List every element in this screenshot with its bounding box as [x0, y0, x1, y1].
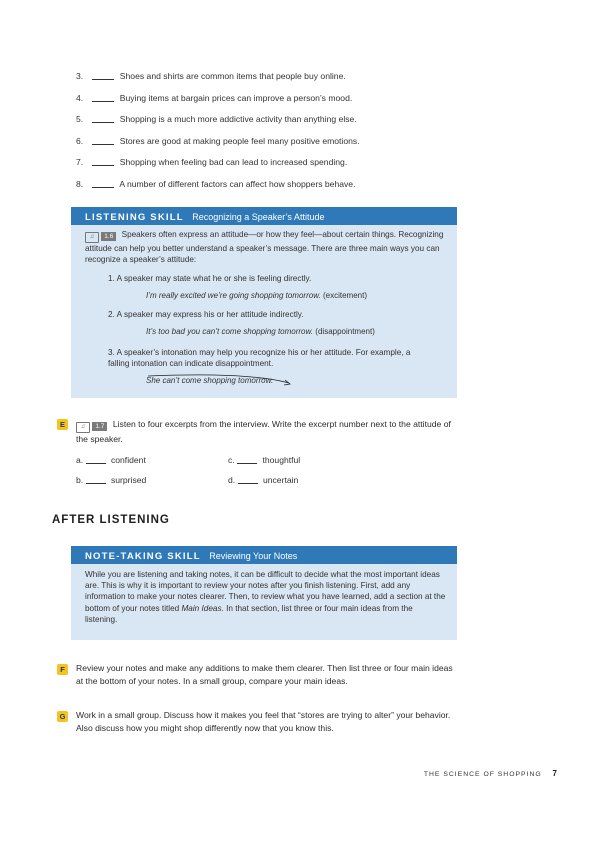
item-text: A speaker may state what he or she is feeling directly.: [116, 274, 312, 283]
choice-letter: c.: [228, 455, 235, 465]
answer-blank[interactable]: [92, 79, 114, 80]
listening-skill-intro: [71, 225, 457, 265]
item-text: A speaker may express his or her attitude indirectly.: [116, 310, 304, 319]
choice-text: surprised: [110, 475, 147, 485]
skill-subtitle: Recognizing a Speaker’s Attitude: [192, 212, 325, 222]
answer-blank[interactable]: [92, 165, 114, 166]
note-taking-skill-header: [71, 546, 457, 564]
statement-number: 6.: [76, 136, 84, 146]
falling-intonation-arrow: [146, 372, 296, 388]
example-sentence: It’s too bad you can’t come shopping tomorrow.: [146, 327, 314, 336]
running-title: THE SCIENCE OF SHOPPING: [423, 771, 542, 778]
track-number: 1.7: [92, 422, 107, 431]
track-number: 1.6: [101, 232, 116, 241]
item-number: 2.: [108, 310, 115, 319]
note-body-before: While you are listening and taking notes, it can be difficult to decide what the most important ideas are. This is why it is important to review your notes after you finish listening. First, add any information to make your notes clearer. Then, to review what you have learned, add a section at the bottom of your notes titled: [85, 570, 446, 613]
statement-text: A number of different factors can affect how shoppers behave.: [119, 179, 356, 189]
choice-text: confident: [110, 455, 146, 465]
example-note: (disappointment): [315, 327, 375, 336]
intro-first-line: Speakers often express an attitude—or how they feel—about certain: [121, 230, 370, 239]
attitude-choice: [228, 475, 298, 485]
task-f-badge: F: [57, 664, 68, 675]
statement-text: Shoes and shirts are common items that people buy online.: [119, 71, 346, 81]
answer-blank[interactable]: [92, 122, 114, 123]
answer-blank[interactable]: [238, 483, 258, 484]
choice-letter: d.: [228, 475, 236, 485]
statement-row: [76, 71, 346, 81]
attitude-example: [146, 327, 375, 336]
task-e-instructions: [76, 418, 456, 446]
item-text: A speaker’s intonation may help you recognize his or her attitude. For example, a falling intonation can indicate disappointment.: [108, 348, 411, 368]
item-number: 3.: [108, 348, 115, 357]
task-e-badge: E: [57, 419, 68, 430]
choice-text: thoughtful: [262, 455, 301, 465]
task-g-instructions: Work in a small group. Discuss how it makes you feel that “stores are trying to alter” your behavior. Also discuss how you might shop differently now that you know this.: [76, 710, 451, 733]
example-sentence: I’m really excited we’re going shopping tomorrow.: [146, 291, 321, 300]
task-f-instructions: Review your notes and make any additions to make them clearer. Then list three or four main ideas at the bottom of your notes. In a small group, compare your main ideas.: [76, 663, 453, 686]
attitude-choice: [228, 455, 300, 465]
statement-text: Shopping is a much more addictive activity than anything else.: [119, 114, 357, 124]
attitude-item: [108, 347, 424, 369]
page-number: 7: [552, 769, 558, 778]
statement-number: 7.: [76, 157, 84, 167]
answer-blank[interactable]: [92, 101, 114, 102]
page-footer: [424, 769, 558, 778]
audio-icon[interactable]: ♫: [76, 422, 90, 433]
statement-text: Stores are good at making people feel many positive emotions.: [119, 136, 360, 146]
statement-row: [76, 93, 352, 103]
attitude-item: [108, 273, 438, 284]
statement-row: [76, 114, 357, 124]
statement-number: 4.: [76, 93, 84, 103]
skill-title: NOTE-TAKING SKILL: [85, 551, 201, 562]
answer-blank[interactable]: [92, 187, 114, 188]
example-sentence: She can’t come shopping tomorrow.: [146, 376, 274, 385]
audio-icon[interactable]: ♫: [85, 232, 99, 243]
choice-text: uncertain: [262, 475, 299, 485]
task-g-badge: G: [57, 711, 68, 722]
answer-blank[interactable]: [237, 463, 257, 464]
listening-skill-header: [71, 207, 457, 225]
statement-row: [76, 136, 360, 146]
task-e-text-first: Listen to four excerpts from the interview. Write the excerpt number next to: [112, 419, 397, 429]
answer-blank[interactable]: [86, 483, 106, 484]
answer-blank[interactable]: [92, 144, 114, 145]
statement-text: Buying items at bargain prices can improve a person’s mood.: [119, 93, 353, 103]
skill-title: LISTENING SKILL: [85, 212, 184, 223]
statement-number: 8.: [76, 179, 84, 189]
statement-row: [76, 179, 355, 189]
example-note: (excitement): [322, 291, 367, 300]
task-e-text-rest: the attitude of the speaker.: [76, 419, 451, 444]
attitude-example: [146, 291, 367, 300]
choice-letter: b.: [76, 475, 84, 485]
note-taking-body: [71, 564, 457, 625]
section-heading: AFTER LISTENING: [52, 514, 170, 526]
skill-subtitle: Reviewing Your Notes: [209, 551, 298, 561]
attitude-choice: [76, 475, 146, 485]
note-taking-skill-box: [71, 546, 457, 640]
attitude-choice: [76, 455, 146, 465]
statement-text: Shopping when feeling bad can lead to increased spending.: [119, 157, 348, 167]
answer-blank[interactable]: [86, 463, 106, 464]
item-number: 1.: [108, 274, 115, 283]
attitude-item: [108, 309, 438, 320]
statement-row: [76, 157, 347, 167]
choice-letter: a.: [76, 455, 84, 465]
note-body-after: . In that section, list three or four main ideas from the listening.: [85, 603, 413, 624]
note-body-italic: Main Ideas: [181, 603, 222, 613]
intro-rest: things. Recognizing attitude can help you better understand a speaker’s message. There are three main ways you can recognize a speaker’s attitude:: [85, 230, 444, 265]
statement-number: 3.: [76, 71, 84, 81]
statement-number: 5.: [76, 114, 84, 124]
